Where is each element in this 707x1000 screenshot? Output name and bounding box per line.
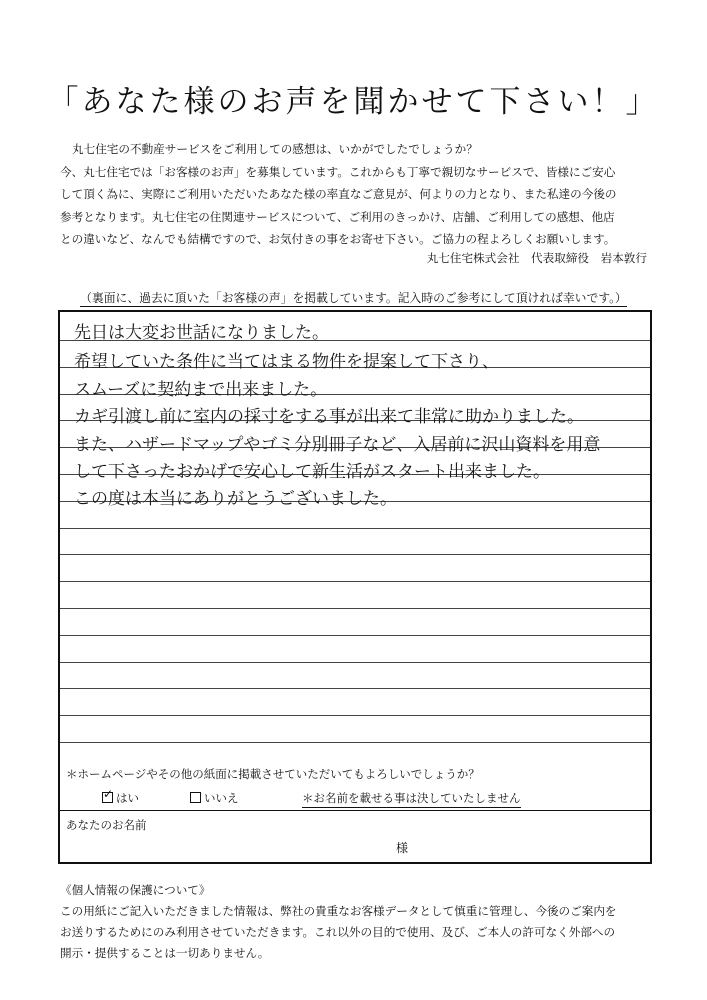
ruled-line xyxy=(60,742,650,743)
name-divider xyxy=(60,810,650,811)
choice-yes[interactable] xyxy=(102,790,139,806)
handwritten-line: カギ引渡し前に室内の採寸をする事が出来て非常に助かりました。 xyxy=(74,407,584,427)
publish-question: ＊ホームページやその他の紙面に掲載させていただいてもよろしいでしょうか？ xyxy=(66,767,480,781)
intro-line: との違いなど、なんでも結構ですので、お気付きの事をお寄せ下さい。ご協力の程よろしくお願いします。 xyxy=(60,232,616,246)
reference-note xyxy=(0,289,707,306)
name-suffix: 様 xyxy=(396,841,409,855)
ruled-line xyxy=(60,581,650,582)
privacy-section xyxy=(60,880,660,964)
intro-line: 丸七住宅の不動産サービスをご利用しての感想は、いかがでしたでしょうか？ xyxy=(72,142,478,156)
handwritten-line: この度は本当にありがとうございました。 xyxy=(74,489,397,509)
privacy-heading: 《個人情報の保護について》 xyxy=(60,883,211,897)
page-title: 「あなた様のお声を聞かせて下さい！」 xyxy=(47,84,660,120)
handwritten-line: 先日は大変お世話になりました。 xyxy=(74,323,329,343)
name-label: あなたのお名前 xyxy=(66,818,147,832)
feedback-form xyxy=(58,310,652,864)
handwritten-line: して下さったおかげで安心して新生活がスタート出来ました。 xyxy=(74,462,550,482)
privacy-line: お送りするためにのみ利用させていただきます。これ以外の目的で使用、及び、ご本人の許可なく外部への xyxy=(60,925,616,939)
choice-no-label: いいえ xyxy=(204,791,239,805)
handwritten-line: また、ハザードマップやゴミ分別冊子など、入居前に沢山資料を用意 xyxy=(74,435,601,455)
choice-no[interactable] xyxy=(190,790,239,806)
ruled-line xyxy=(60,608,650,609)
intro-line: 今、丸七住宅では「お客様のお声」を募集しています。これからも丁寧で親切なサービスで、皆様にご安心 xyxy=(60,164,616,179)
ruled-line xyxy=(60,554,650,555)
handwritten-line: スムーズに契約まで出来ました。 xyxy=(74,380,328,400)
ruled-line xyxy=(60,662,650,663)
reference-note-text: （裏面に、過去に頂いた「お客様の声」を掲載しています。記入時のご参考にして頂ければ幸いです。） xyxy=(80,291,627,305)
ruled-line xyxy=(60,688,650,689)
ruled-line xyxy=(60,528,650,529)
publish-choices xyxy=(102,790,642,808)
anonymous-note: ＊お名前を載せる事は決していたしません xyxy=(302,790,521,808)
privacy-line: この用紙にご記入いただきました情報は、弊社の貴重なお客様データとして慎重に管理し、今後のご案内を xyxy=(60,904,617,918)
ruled-line xyxy=(60,715,650,716)
privacy-line: 開示・提供することは一切ありません。 xyxy=(60,946,270,960)
signature: 丸七住宅株式会社 代表取締役 岩本敦行 xyxy=(426,251,647,265)
intro-text xyxy=(60,138,660,251)
intro-line: して頂く為に、実際にご利用いただいたあなた様の率直なご意見が、何よりの力となり、また私達の今後の xyxy=(60,187,617,201)
unchecked-box-icon[interactable] xyxy=(190,792,201,803)
ruled-line xyxy=(60,635,650,636)
handwritten-line: 希望していた条件に当てはまる物件を提案して下さり、 xyxy=(74,352,499,372)
checked-box-icon[interactable] xyxy=(102,792,113,803)
choice-yes-label: はい xyxy=(116,791,139,805)
intro-line: 参考となります。丸七住宅の住関連サービスについて、ご利用のきっかけ、店舗、ご利用しての感想、他店 xyxy=(60,209,615,224)
